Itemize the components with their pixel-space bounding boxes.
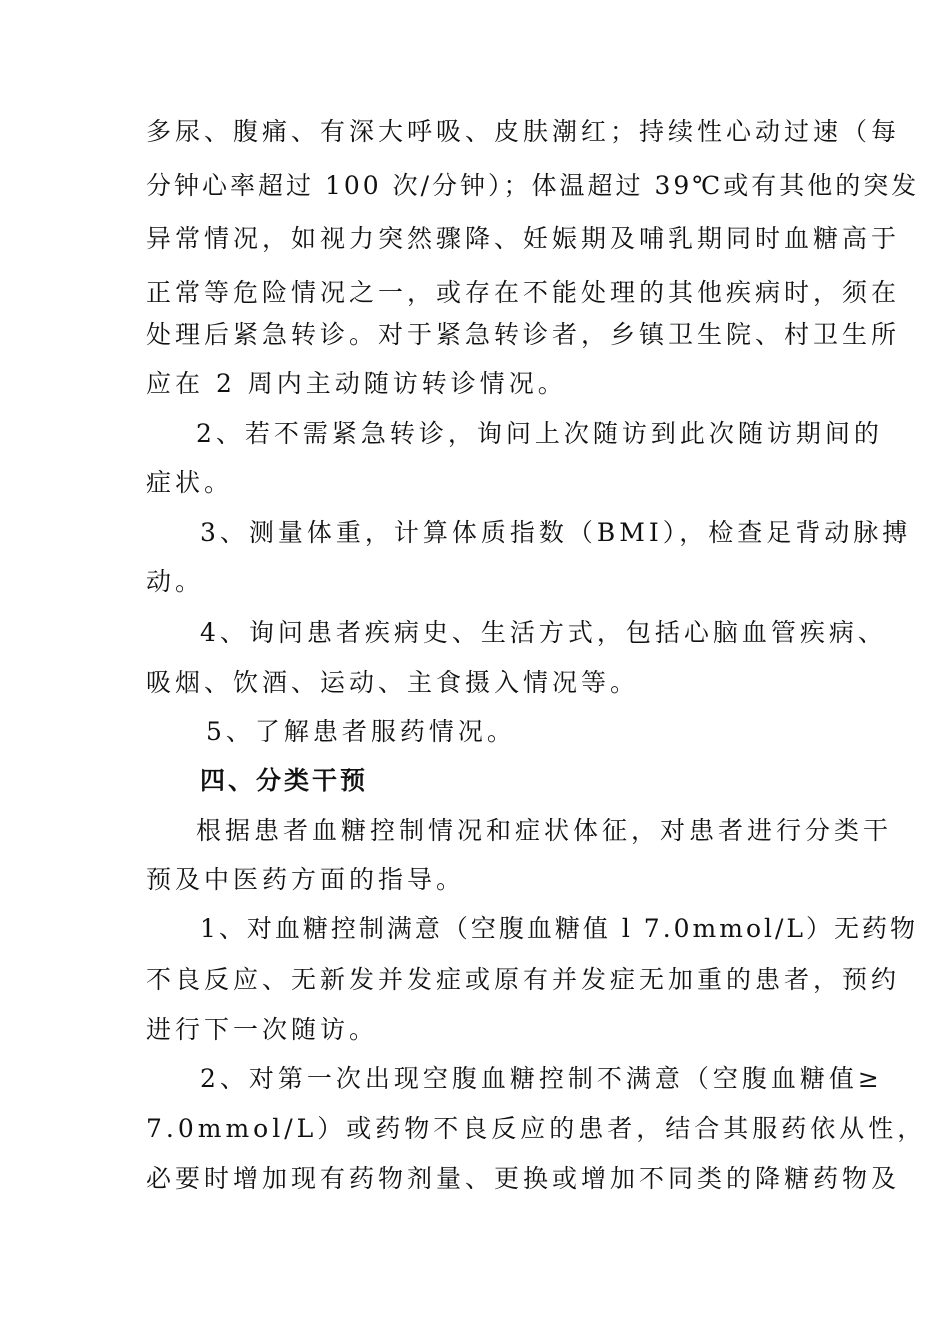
text-line: 正常等危险情况之一，或存在不能处理的其他疾病时，须在 (146, 278, 901, 307)
text-line: 2、若不需紧急转诊，询问上次随访到此次随访期间的 (196, 419, 883, 448)
text-line: 多尿、腹痛、有深大呼吸、皮肤潮红；持续性心动过速（每 (146, 117, 901, 146)
text-line: 1、对血糖控制满意（空腹血糖值 l 7.0mmol/L）无药物 (200, 914, 919, 943)
text-line: 分钟心率超过 100 次/分钟）；体温超过 39℃或有其他的突发 (146, 171, 920, 200)
text-line: 进行下一次随访。 (146, 1015, 379, 1044)
text-line: 不良反应、无新发并发症或原有并发症无加重的患者，预约 (146, 965, 901, 994)
text-line: 根据患者血糖控制情况和症状体征，对患者进行分类干 (196, 816, 893, 845)
text-line: 5、了解患者服药情况。 (206, 717, 516, 746)
text-line: 吸烟、饮酒、运动、主食摄入情况等。 (146, 668, 640, 697)
text-line: 2、对第一次出现空腹血糖控制不满意（空腹血糖值≥ (200, 1064, 883, 1093)
section-heading: 四、分类干预 (200, 766, 369, 795)
text-line: 必要时增加现有药物剂量、更换或增加不同类的降糖药物及 (146, 1164, 901, 1193)
text-line: 异常情况，如视力突然骤降、妊娠期及哺乳期同时血糖高于 (146, 224, 901, 253)
text-line: 应在 2 周内主动随访转诊情况。 (146, 369, 567, 398)
text-line: 4、询问患者疾病史、生活方式，包括心脑血管疾病、 (200, 618, 887, 647)
text-line: 症状。 (146, 468, 234, 497)
text-line: 7.0mmol/L）或药物不良反应的患者，结合其服药依从性， (146, 1114, 927, 1143)
text-line: 动。 (146, 567, 205, 596)
text-line: 处理后紧急转诊。对于紧急转诊者，乡镇卫生院、村卫生所 (146, 320, 901, 349)
text-line: 预及中医药方面的指导。 (146, 865, 466, 894)
text-line: 3、测量体重，计算体质指数（BMI），检查足背动脉搏 (200, 518, 912, 547)
